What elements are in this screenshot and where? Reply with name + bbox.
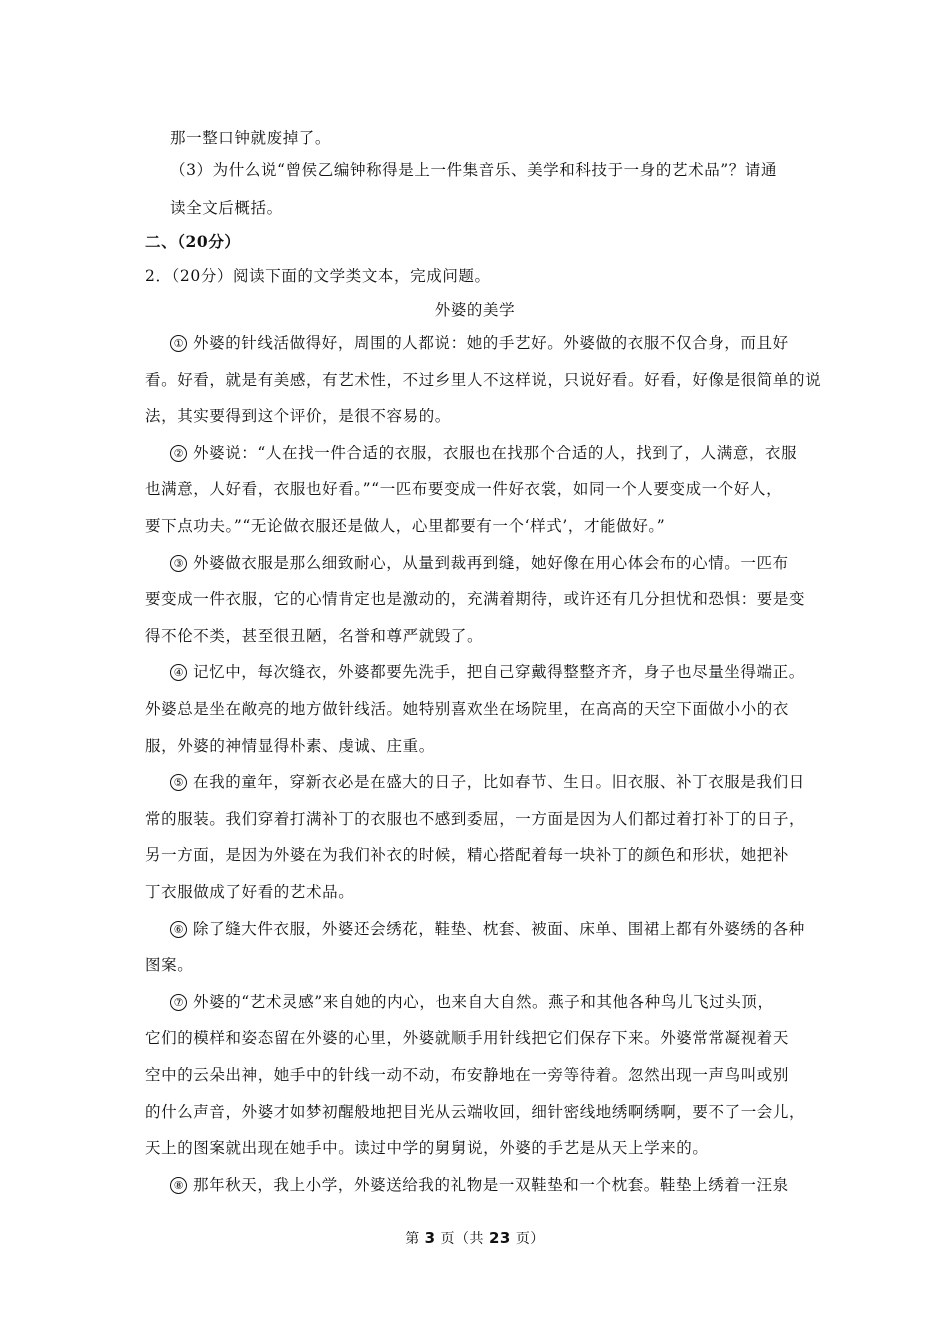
- paragraph-number: ⑧: [170, 1177, 187, 1194]
- paragraph-1-line-1: [170, 333, 789, 353]
- footer-page-number: 3: [424, 1229, 436, 1247]
- paragraph-8-line-1: [170, 1175, 789, 1195]
- paragraph-1-line-3: [145, 406, 451, 426]
- paragraph-7-line-3: [145, 1065, 789, 1085]
- paragraph-7-line-2: [145, 1028, 789, 1048]
- paragraph-5-line-1: [170, 772, 805, 792]
- paragraph-4-line-3: [145, 736, 435, 756]
- paragraph-4-line-2: [145, 699, 789, 719]
- paragraph-5-line-4: [145, 882, 354, 902]
- prev-question-tail: 那一整口钟就废掉了。: [170, 129, 332, 147]
- paragraph-text: 服，外婆的神情显得朴素、虔诚、庄重。: [145, 737, 435, 755]
- paragraph-7-line-5: [145, 1138, 709, 1158]
- paragraph-number: ④: [170, 664, 187, 681]
- paragraph-text: 外婆做衣服是那么细致耐心，从量到裁再到缝，她好像在用心体会布的心情。一匹布: [193, 554, 789, 572]
- paragraph-2-line-1: [170, 443, 797, 463]
- paragraph-text: 外婆总是坐在敞亮的地方做针线活。她特别喜欢坐在场院里，在高高的天空下面做小小的衣: [145, 700, 790, 718]
- paragraph-number: ⑥: [170, 921, 187, 938]
- footer-suffix: 页）: [515, 1231, 545, 1247]
- paragraph-number: ⑤: [170, 774, 187, 791]
- article-title: 外婆的美学: [434, 301, 516, 319]
- paragraph-text: 丁衣服做成了好看的艺术品。: [145, 883, 355, 901]
- paragraph-text: 要下点功夫。”“无论做衣服还是做人，心里都要有一个‘样式’，才能做好。”: [145, 517, 666, 535]
- page-footer: [0, 1228, 950, 1248]
- paragraph-5-line-2: [145, 809, 805, 829]
- paragraph-3-line-3: [145, 626, 483, 646]
- q3-line-1: （3）为什么说“曾侯乙编钟称得是上一件集音乐、美学和科技于一身的艺术品”？请通: [170, 161, 778, 179]
- paragraph-text: 它们的模样和姿态留在外婆的心里，外婆就顺手用针线把它们保存下来。外婆常常凝视着天: [145, 1029, 790, 1047]
- paragraph-text: 要变成一件衣服，它的心情肯定也是激动的，充满着期待，或许还有几分担忧和恐惧：要是变: [145, 590, 806, 608]
- footer-total-pages: 23: [488, 1229, 511, 1247]
- paragraph-text: 外婆说：“人在找一件合适的衣服，衣服也在找那个合适的人，找到了，人满意，衣服: [193, 444, 798, 462]
- paragraph-3-line-1: [170, 553, 789, 573]
- paragraph-2-line-2: [145, 479, 782, 499]
- paragraph-number: ①: [170, 335, 187, 352]
- question-2: 2．（20分）阅读下面的文学类文本，完成问题。: [145, 267, 491, 285]
- footer-prefix: 第: [405, 1231, 420, 1247]
- paragraph-6-line-2: [145, 955, 193, 975]
- paragraph-text: 法，其实要得到这个评价，是很不容易的。: [145, 407, 451, 425]
- paragraph-text: 得不伦不类，甚至很丑陋，名誉和尊严就毁了。: [145, 627, 484, 645]
- paragraph-text: 看。好看，就是有美感，有艺术性，不过乡里人不这样说，只说好看。好看，好像是很简单的说: [145, 371, 822, 389]
- paragraph-text: 外婆的“艺术灵感”来自她的内心，也来自大自然。燕子和其他各种鸟儿飞过头顶，: [193, 993, 774, 1011]
- paragraph-number: ②: [170, 445, 187, 462]
- paragraph-text: 的什么声音，外婆才如梦初醒般地把目光从云端收回，细针密线地绣啊绣啊，要不了一会儿，: [145, 1103, 806, 1121]
- paragraph-text: 也满意，人好看，衣服也好看。”“一匹布要变成一件好衣裳，如同一个人要变成一个好人，: [145, 480, 783, 498]
- paragraph-text: 除了缝大件衣服，外婆还会绣花，鞋垫、枕套、被面、床单、围裙上都有外婆绣的各种: [193, 920, 805, 938]
- paragraph-text: 常的服装。我们穿着打满补丁的衣服也不感到委屈，一方面是因为人们都过着打补丁的日子，: [145, 810, 806, 828]
- paragraph-3-line-2: [145, 589, 805, 609]
- paragraph-text: 记忆中，每次缝衣，外婆都要先洗手，把自己穿戴得整整齐齐，身子也尽量坐得端正。: [193, 663, 805, 681]
- section-heading: 二、（20分）: [145, 232, 241, 251]
- paragraph-7-line-4: [145, 1102, 805, 1122]
- paragraph-text: 那年秋天，我上小学，外婆送给我的礼物是一双鞋垫和一个枕套。鞋垫上绣着一汪泉: [193, 1176, 789, 1194]
- paragraph-7-line-1: [170, 992, 774, 1012]
- paragraph-6-line-1: [170, 919, 805, 939]
- paragraph-text: 图案。: [145, 956, 194, 974]
- paragraph-number: ⑦: [170, 994, 187, 1011]
- paragraph-text: 外婆的针线活做得好，周围的人都说：她的手艺好。外婆做的衣服不仅合身，而且好: [193, 334, 789, 352]
- footer-mid: 页（共: [440, 1231, 485, 1247]
- paragraph-1-line-2: [145, 370, 821, 390]
- paragraph-4-line-1: [170, 662, 805, 682]
- paragraph-text: 在我的童年，穿新衣必是在盛大的日子，比如春节、生日。旧衣服、补丁衣服是我们日: [193, 773, 805, 791]
- paragraph-5-line-3: [145, 845, 789, 865]
- paragraph-text: 天上的图案就出现在她手中。读过中学的舅舅说，外婆的手艺是从天上学来的。: [145, 1139, 709, 1157]
- paragraph-2-line-3: [145, 516, 665, 536]
- paragraph-number: ③: [170, 555, 187, 572]
- paragraph-text: 另一方面，是因为外婆在为我们补衣的时候，精心搭配着每一块补丁的颜色和形状，她把补: [145, 846, 790, 864]
- paragraph-text: 空中的云朵出神，她手中的针线一动不动，布安静地在一旁等待着。忽然出现一声鸟叫或别: [145, 1066, 790, 1084]
- q3-line-2: 读全文后概括。: [170, 199, 283, 217]
